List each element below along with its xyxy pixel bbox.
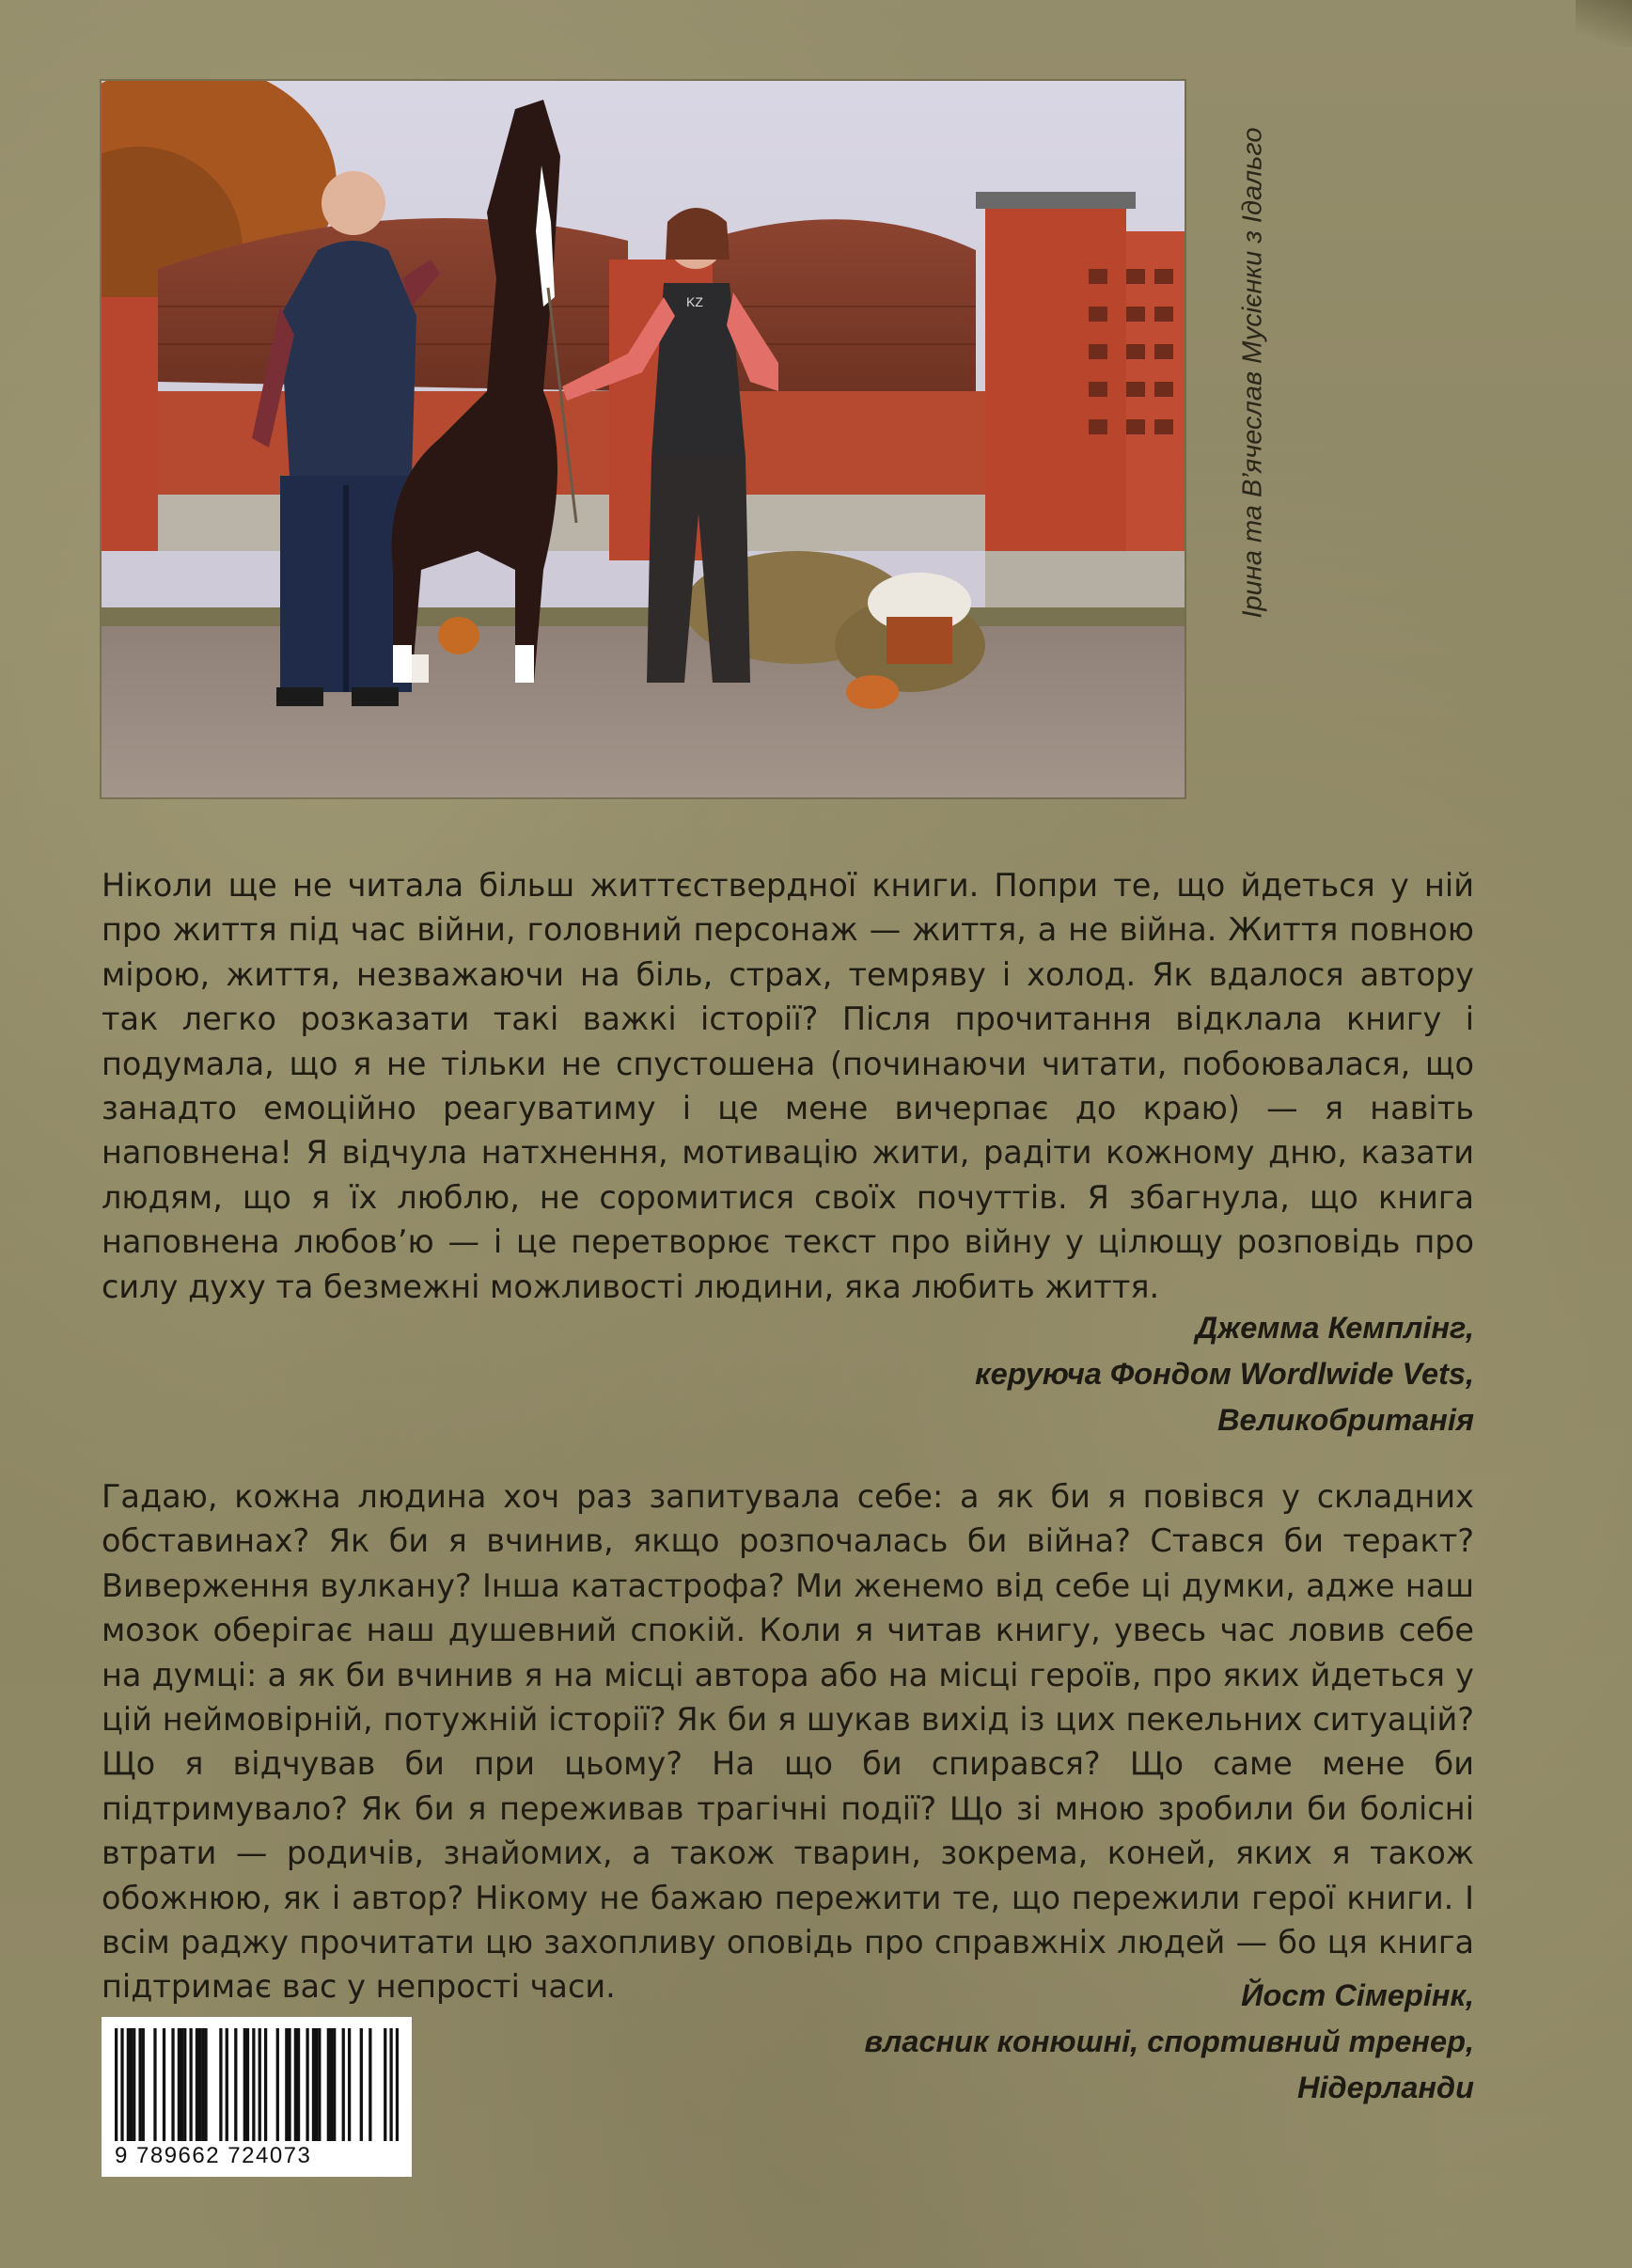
barcode-bar (294, 2028, 297, 2141)
barcode-bar (171, 2028, 174, 2141)
barcode-bar (133, 2028, 135, 2141)
barcode-bar (264, 2028, 267, 2141)
barcode-bar (342, 2028, 345, 2141)
review-role-1: керуюча Фондом Wordlwide Vets, (975, 1357, 1474, 1391)
barcode-bar (276, 2028, 279, 2141)
barcode-bar (120, 2028, 123, 2141)
barcode-bar (163, 2028, 165, 2141)
barcode-bar (127, 2028, 130, 2141)
barcode-bar (189, 2028, 192, 2141)
barcode-bar (204, 2028, 207, 2141)
review-text-1: Ніколи ще не читала більш життєствердної книги. Попри те, що йдеться у ній про життя під час війни, головний персонаж — життя, а не війна. Життя повною мірою, життя, незважаючи на біль, страх, темряву і холод. Як вдалося автору так легко розказати такі важкі історії? Після прочитання відклала книгу і подумала, що я не тільки не спустошена (починаючи читати, побоювалася, що занадто емоційно реагуватиму і це мене вичерпає до краю) — я навіть наповнена! Я відчула натхнення, мотивацію жити, радіти кожному дню, казати людям, що я їх люблю, не соромитися своїх почуттів. Я збагнула, що книга наповнена любов’ю — і це перетворює текст про війну у цілющу розповідь про силу духу та безмежні можливості людини, яка любить життя. (102, 867, 1474, 1305)
vest-badge-text: KZ (686, 294, 703, 309)
barcode-bar (153, 2028, 156, 2141)
barcode-bar (348, 2028, 351, 2141)
barcode-bar (297, 2028, 300, 2141)
barcode-bar (243, 2028, 246, 2141)
barcode-bar (312, 2028, 315, 2141)
barcode-bar (288, 2028, 290, 2141)
barcode-bar (384, 2028, 386, 2141)
isbn-barcode (102, 2017, 412, 2177)
barcode-bar (142, 2028, 145, 2141)
barcode-bar (183, 2028, 186, 2141)
cover-photo (102, 81, 1185, 797)
photo-caption (1230, 81, 1277, 664)
barcode-bar (327, 2028, 330, 2141)
barcode-bar (306, 2028, 308, 2141)
barcode-bar (180, 2028, 183, 2141)
barcode-bar (201, 2028, 204, 2141)
review-author-1: Джемма Кемплінг, (1195, 1311, 1474, 1345)
barcode-bar (333, 2028, 336, 2141)
barcode-bar (138, 2028, 141, 2141)
review-signature-2 (865, 1973, 1474, 2111)
barcode-bar (115, 2028, 118, 2141)
review-country-1: Великобританія (1217, 1403, 1474, 1437)
barcode-bar (246, 2028, 249, 2141)
barcode-bar (285, 2028, 288, 2141)
barcode-bar (219, 2028, 222, 2141)
review-signature-1 (975, 1305, 1474, 1443)
barcode-bar (252, 2028, 255, 2141)
barcode-bar (360, 2028, 363, 2141)
barcode-bar (130, 2028, 133, 2141)
barcode-bar (315, 2028, 318, 2141)
review-country-2: Нідерланди (1297, 2071, 1474, 2104)
barcode-bar (369, 2028, 371, 2141)
barcode-bars (115, 2028, 399, 2141)
barcode-bar (389, 2028, 392, 2141)
review-text-2: Гадаю, кожна людина хоч раз запитувала себе: а як би я повівся у складних обставинах? Як би я вчинив, якщо розпочалась би війна? Стався би теракт? Виверження вулкану? Інша катастрофа? Ми женемо від себе ці думки, адже наш мозок оберігає наш душевний спокій. Коли я читав книгу, увесь час ловив себе на думці: а як би вчинив я на місці автора або на місці героїв, про яких йдеться у цій неймовірній, потужній історії? Як би я шукав вихід із цих пекельних ситуацій? Що я відчував би при цьому? На що би спирався? Що саме мене би підтримувало? Як би я переживав трагічні події? Що зі мною зробили би болісні втрати — родичів, знайомих, а також тварин, зокрема, коней, яких я також обожнюю, як і автор? Нікому не бажаю пережити те, що пережили герої книги. І всім раджу прочитати цю захопливу оповідь про справжніх людей — бо ця книга підтримає вас у непрості часи. (102, 1478, 1474, 2006)
review-role-2: власник конюшні, спортивний тренер, (864, 2024, 1474, 2058)
barcode-bar (178, 2028, 180, 2141)
barcode-bar (196, 2028, 198, 2141)
barcode-bar (198, 2028, 201, 2141)
barcode-bar (330, 2028, 333, 2141)
barcode-digits: 9 789662 724073 (115, 2143, 312, 2168)
page-corner-shadow (1576, 0, 1632, 47)
barcode-bar (259, 2028, 261, 2141)
barcode-bar (318, 2028, 321, 2141)
photo-caption-text: Ірина та В’ячеслав Мусієнки з Ідальго (1237, 126, 1268, 619)
barcode-bar (234, 2028, 237, 2141)
barcode-bar (396, 2028, 399, 2141)
barcode-bar (226, 2028, 228, 2141)
review-author-2: Йост Сімерінк, (1241, 1978, 1474, 2012)
photo-illustration (102, 81, 1185, 797)
